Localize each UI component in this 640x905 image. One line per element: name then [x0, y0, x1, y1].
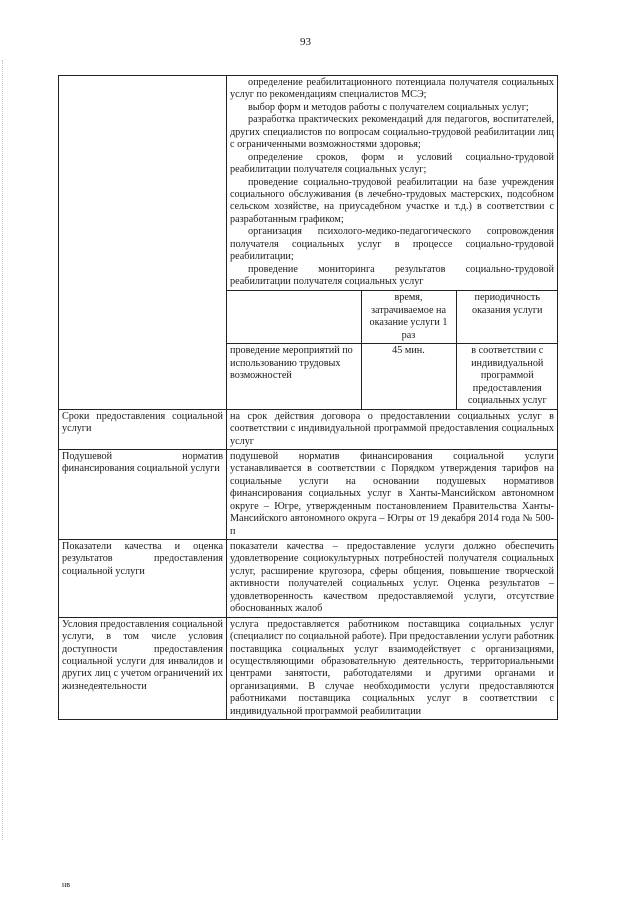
paragraph: разработка практических рекомендаций для педагогов, воспитателей, других специалистов по вопросам социально-трудовой реабилитации лиц с ограниченными возможностями здоровья; — [230, 114, 554, 151]
header-cell: периодичность оказания услуги — [456, 291, 558, 344]
row-text: показатели качества – предоставление услуги должно обеспечить удовлетворение социокультурных потребностей получателя социальных услуг, расширение кругозора, сферы общения, повышение творческой активности получателей социальных услуг. Оценка результатов – удовлетворенность качеством предоставляемой услуги, отсутствие обоснованных жалоб — [227, 540, 558, 618]
paragraph: организация психолого-медико-педагогического сопровождения получателя социальных услуг в процессе социально-трудовой реабилитации; — [230, 226, 554, 263]
page-number: 93 — [300, 36, 311, 48]
scan-edge-marks — [2, 60, 9, 840]
activity-cell: проведение мероприятий по использованию трудовых возможностей — [227, 344, 361, 409]
paragraph: определение реабилитационного потенциала получателя социальных услуг по рекомендациям специалистов МСЭ; — [230, 77, 554, 101]
table-row — [59, 540, 558, 618]
row-label: Условия предоставления социальной услуги, в том числе условия доступности предоставления социальной услуги для инвалидов и других лиц с учетом ограничений их жизнедеятельности — [59, 617, 227, 720]
table-row — [59, 449, 558, 539]
row-text: на срок действия договора о предоставлении социальных услуг в соответствии с индивидуальной программой предоставления социальных услуг — [227, 409, 558, 449]
header-cell: время, затрачиваемое на оказание услуги 1 раз — [361, 291, 456, 344]
time-table-header — [227, 291, 558, 344]
content-cell — [227, 76, 558, 410]
row-text: подушевой норматив финансирования социальной услуги устанавливается в соответствии с Порядком утверждения тарифов на социальные услуги на основании подушевых нормативов финансирования социальных услуг в Ханты-Мансийском автономном округе – Югре, утвержденным постановлением Правительства Ханты-Мансийского автономного округа – Югры от 19 декабря 2014 года № 500-п — [227, 449, 558, 539]
periodicity-cell: в соответствии с индивидуальной программой предоставления социальных услуг — [456, 344, 558, 409]
service-table — [58, 75, 558, 720]
table-row — [59, 617, 558, 720]
row-text: услуга предоставляется работником поставщика социальных услуг (специалист по социальной работе). При предоставлении услуги работник поставщика социальных услуг взаимодействует с организациями, осуществляющими образовательную деятельность, территориальными центрами занятости, работодателями и другими органами и организациями. В случае необходимости услуги предоставляются работниками поставщика социальных услуг в соответствии с индивидуальной программой реабилитации — [227, 617, 558, 720]
empty-label-cell — [59, 76, 227, 410]
time-table — [227, 290, 558, 408]
footer-mark: нв — [62, 880, 71, 889]
table-row-continued — [59, 76, 558, 410]
row-label: Показатели качества и оценка результатов предоставления социальной услуги — [59, 540, 227, 618]
paragraph: выбор форм и методов работы с получателем социальных услуг; — [248, 101, 529, 113]
paragraph: проведение мониторинга результатов социально-трудовой реабилитации получателя социальных услуг — [230, 263, 554, 287]
table-row — [59, 409, 558, 449]
time-table-row — [227, 344, 558, 409]
time-cell: 45 мин. — [361, 344, 456, 409]
header-cell — [227, 291, 361, 344]
paragraph: проведение социально-трудовой реабилитации на базе учреждения социального обслуживания (в лечебно-трудовых мастерских, подсобном сельском хозяйстве, на приусадебном участке и т.д.) в соответствии с разработанным графиком; — [230, 176, 554, 225]
row-label: Подушевой норматив финансирования социальной услуги — [59, 449, 227, 539]
paragraph: определение сроков, форм и условий социально-трудовой реабилитации получателя социальных услуг; — [230, 151, 554, 176]
row-label: Сроки предоставления социальной услуги — [59, 409, 227, 449]
